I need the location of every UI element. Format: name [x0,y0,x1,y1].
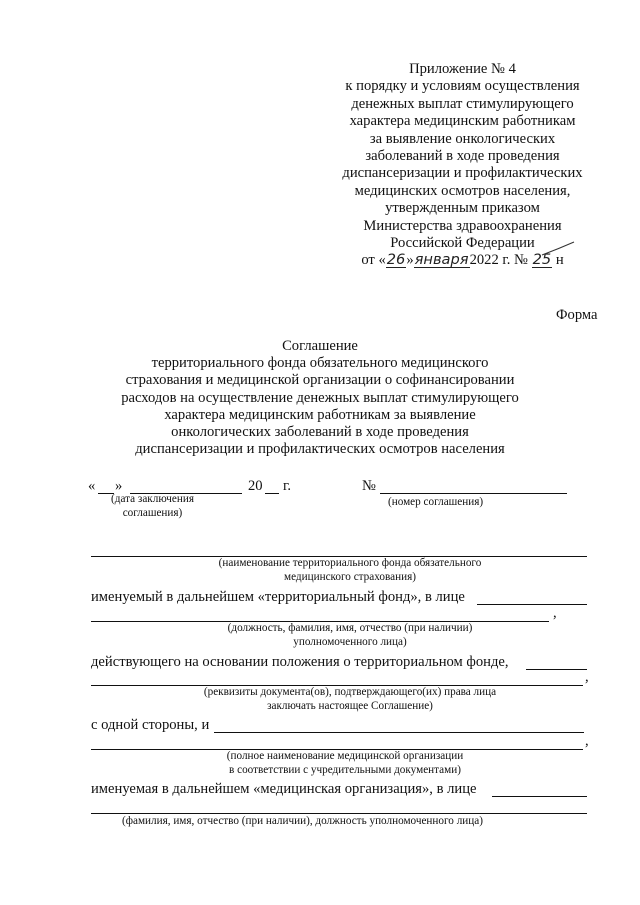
comma: , [585,669,589,685]
date-year: 2022 г. № [469,252,528,269]
org-person-caption: (фамилия, имя, отчество (при наличии), должность уполномоченного лица) [122,815,483,827]
person-caption-line: уполномоченного лица) [293,635,407,648]
number-caption: (номер соглашения) [388,496,484,508]
org-caption-line: (полное наименование медицинской организации [226,750,464,762]
acting-basis-inline-field[interactable] [526,669,587,670]
agreement-line: территориального фонда обязательного медицинского [151,355,489,372]
date-quote-open: « [88,478,96,494]
person-caption-line: (должность, фамилия, имя, отчество (при наличии) [227,622,473,634]
date-year-suffix: г. [283,478,291,494]
appendix-line: диспансеризации и профилактических [342,165,583,182]
docs-caption [150,686,550,713]
date-caption-line: (дата заключения [111,493,194,505]
date-quote-close: » [115,478,123,494]
date-caption [100,493,205,520]
form-label: Форма [556,307,598,323]
agreement-number-field[interactable] [380,493,567,494]
fund-caption-line: медицинского страхования) [284,570,416,583]
agreement-line: характера медицинским работникам за выявление [164,406,476,423]
org-named-text: именуемая в дальнейшем «медицинская организация», в лице [91,781,477,797]
comma: , [585,733,589,749]
comma: , [553,605,557,621]
agreement-title [120,338,520,458]
date-mid: » [406,252,414,269]
org-person-field[interactable] [91,813,587,814]
date-suffix: н [555,252,564,269]
appendix-line: характера медицинским работникам [349,113,576,130]
one-side-text: с одной стороны, и [91,717,210,733]
org-caption-line: в соответствии с учредительными документами) [229,763,461,776]
agreement-line: расходов на осуществление денежных выплат стимулирующего [121,389,519,406]
appendix-line: Российской Федерации [390,235,535,252]
date-year-field[interactable] [265,493,279,494]
fund-named-text: именуемый в дальнейшем «территориальный фонд», в лице [91,589,465,605]
fund-caption-line: (наименование территориального фонда обязательного [218,557,482,569]
acting-basis-text: действующего на основании положения о территориальном фонде, [91,654,509,670]
agreement-line: онкологических заболеваний в ходе проведения [171,424,469,441]
date-caption-line: соглашения) [122,506,183,519]
appendix-line: заболеваний в ходе проведения [365,148,560,165]
fund-caption [160,557,540,584]
appendix-line: денежных выплат стимулирующего [351,95,574,112]
org-person-inline-field[interactable] [492,796,587,797]
handwritten-number: 25 [532,251,552,269]
appendix-line: за выявление онкологических [369,130,556,147]
appendix-line: к порядку и условиям осуществления [345,78,580,95]
agreement-line: Соглашение [282,338,358,354]
signature-stroke-icon [540,240,576,258]
date-year-prefix: 20 [248,478,263,494]
number-sign: № [362,478,376,494]
date-prefix: от « [361,252,386,269]
appendix-block [330,61,595,270]
handwritten-month: января [414,251,469,269]
fund-person-inline-field[interactable] [477,604,587,605]
agreement-line: страхования и медицинской организации о софинансировании [125,372,515,389]
appendix-line: утвержденным приказом [385,200,540,217]
appendix-line: Министерства здравоохранения [363,217,562,234]
org-caption [150,750,540,777]
appendix-line: медицинских осмотров населения, [354,182,571,199]
agreement-line: диспансеризации и профилактических осмотров населения [135,441,505,458]
appendix-line: Приложение № 4 [409,61,516,77]
docs-caption-line: (реквизиты документа(ов), подтверждающего(их) права лица [203,686,497,698]
person-caption [170,622,530,649]
docs-caption-line: заключать настоящее Соглашение) [267,699,433,712]
org-inline-field[interactable] [214,732,584,733]
handwritten-day: 26 [386,251,406,269]
